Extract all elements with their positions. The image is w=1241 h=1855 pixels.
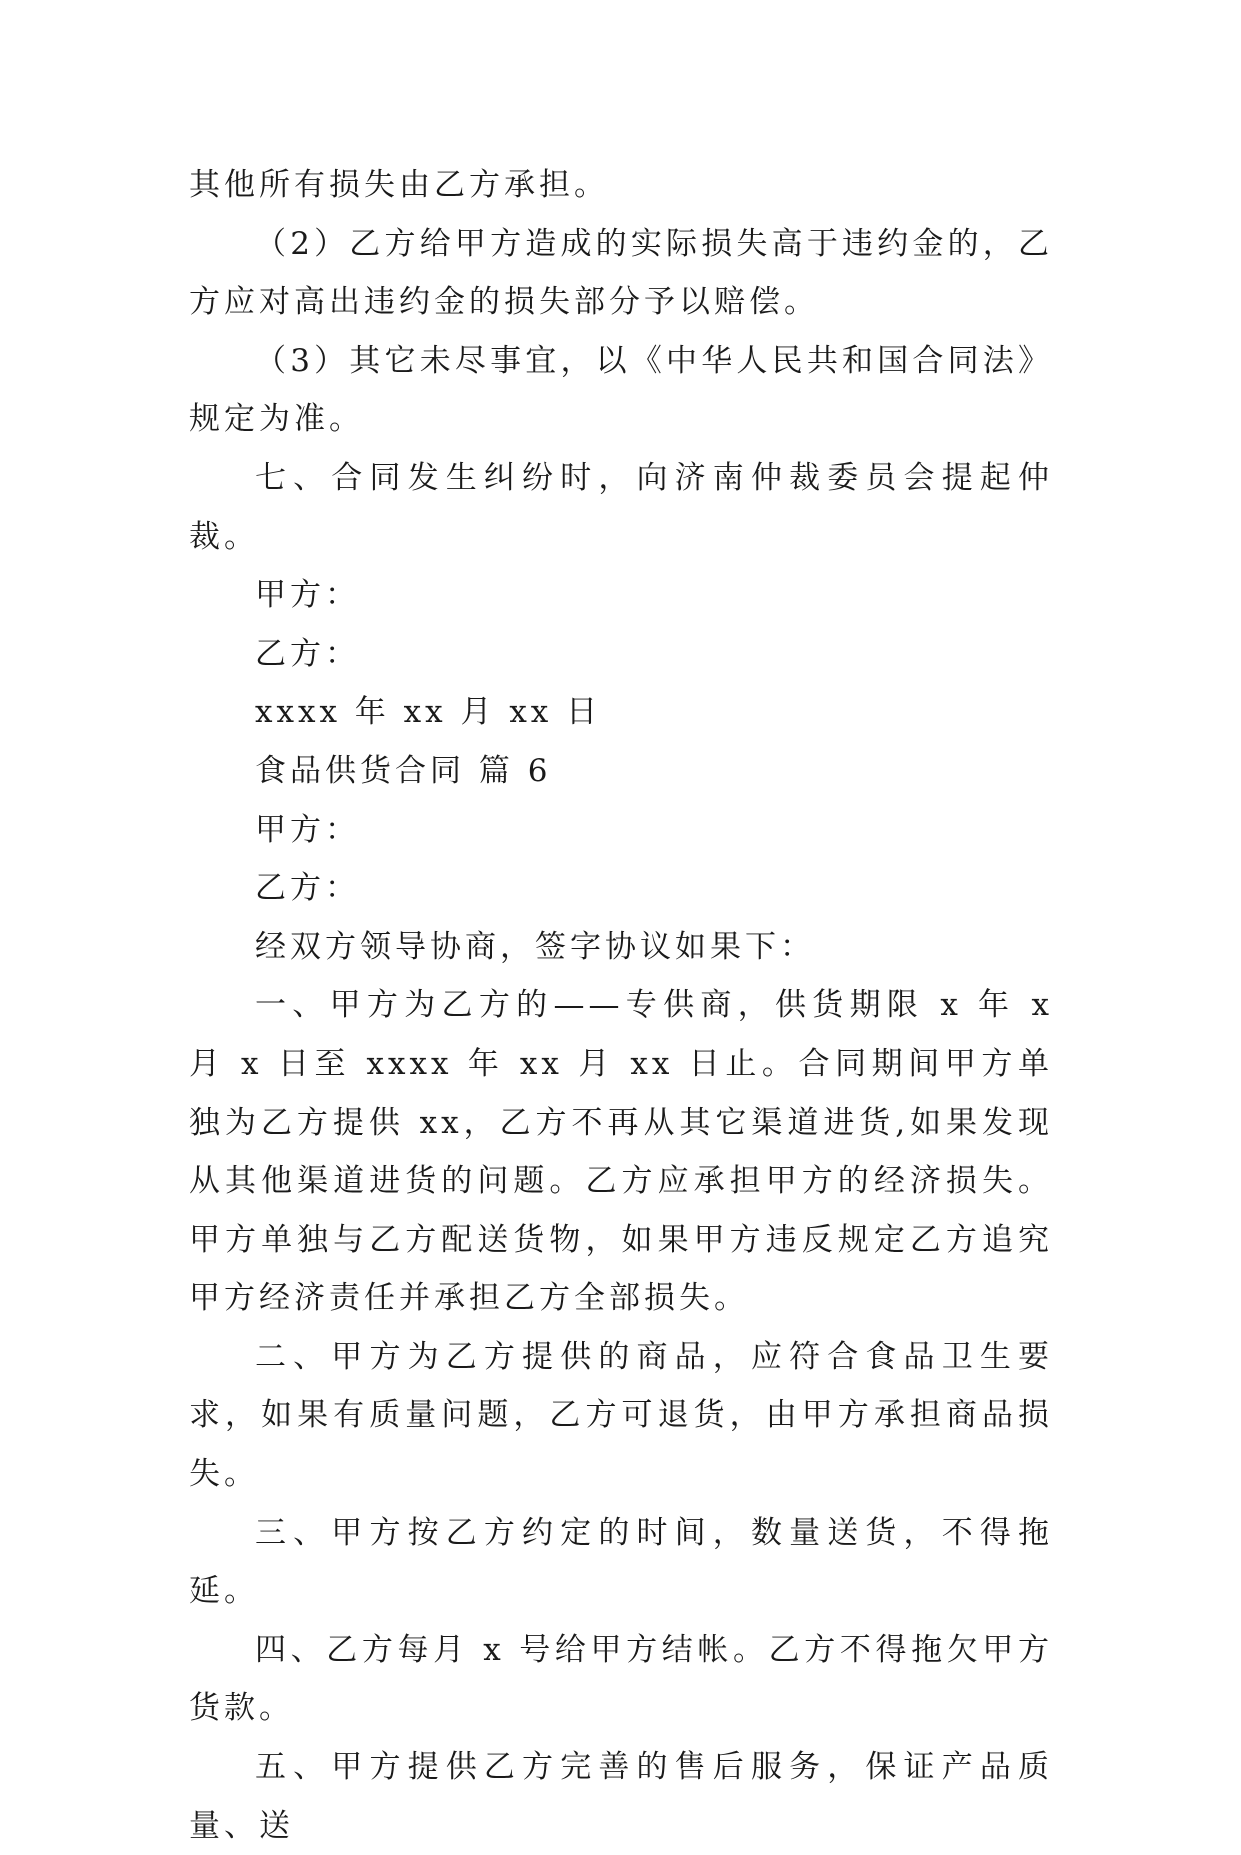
party-b-label: 乙方：	[255, 870, 360, 907]
signature-date: xxxx 年 xx 月 xx 日	[255, 694, 602, 731]
paragraph-article-1: 一、甲方为乙方的——专供商，供货期限 x 年 x 月 x 日至 xxxx 年 xx 月 xx 日止。合同期间甲方单独为乙方提供 xx，乙方不再从其它渠道进货,如果发现从其他渠道进货的问题。乙方应承担甲方的经济损失。甲方单独与乙方配送货物，如果甲方违反规定乙方追究甲方经济责任并承担乙方全部损失。	[189, 987, 1053, 1317]
paragraph-article-2: 二、甲方为乙方提供的商品，应符合食品卫生要求，如果有质量问题，乙方可退货，由甲方承担商品损失。	[189, 1338, 1053, 1493]
signature-party-a: 甲方：	[255, 577, 360, 614]
paragraph-intro: 经双方领导协商，签字协议如果下：	[255, 928, 815, 965]
document-body	[189, 156, 1053, 1855]
paragraph-clause-3: （3）其它未尽事宜，以《中华人民共和国合同法》规定为准。	[189, 342, 1053, 438]
paragraph-article-7: 七、合同发生纠纷时，向济南仲裁委员会提起仲裁。	[189, 459, 1053, 555]
paragraph-loss-continuation: 其他所有损失由乙方承担。	[189, 167, 609, 203]
paragraph-clause-2: （2）乙方给甲方造成的实际损失高于违约金的，乙方应对高出违约金的损失部分予以赔偿。	[189, 225, 1053, 321]
paragraph-article-5: 五、甲方提供乙方完善的售后服务，保证产品质量、送	[189, 1749, 1053, 1844]
paragraph-article-4: 四、乙方每月 x 号给甲方结帐。乙方不得拖欠甲方货款。	[189, 1631, 1053, 1727]
party-a-label: 甲方：	[255, 811, 360, 848]
section-heading: 食品供货合同 篇 6	[255, 752, 552, 789]
signature-party-b: 乙方：	[255, 635, 360, 672]
paragraph-article-3: 三、甲方按乙方约定的时间，数量送货，不得拖延。	[189, 1514, 1053, 1610]
